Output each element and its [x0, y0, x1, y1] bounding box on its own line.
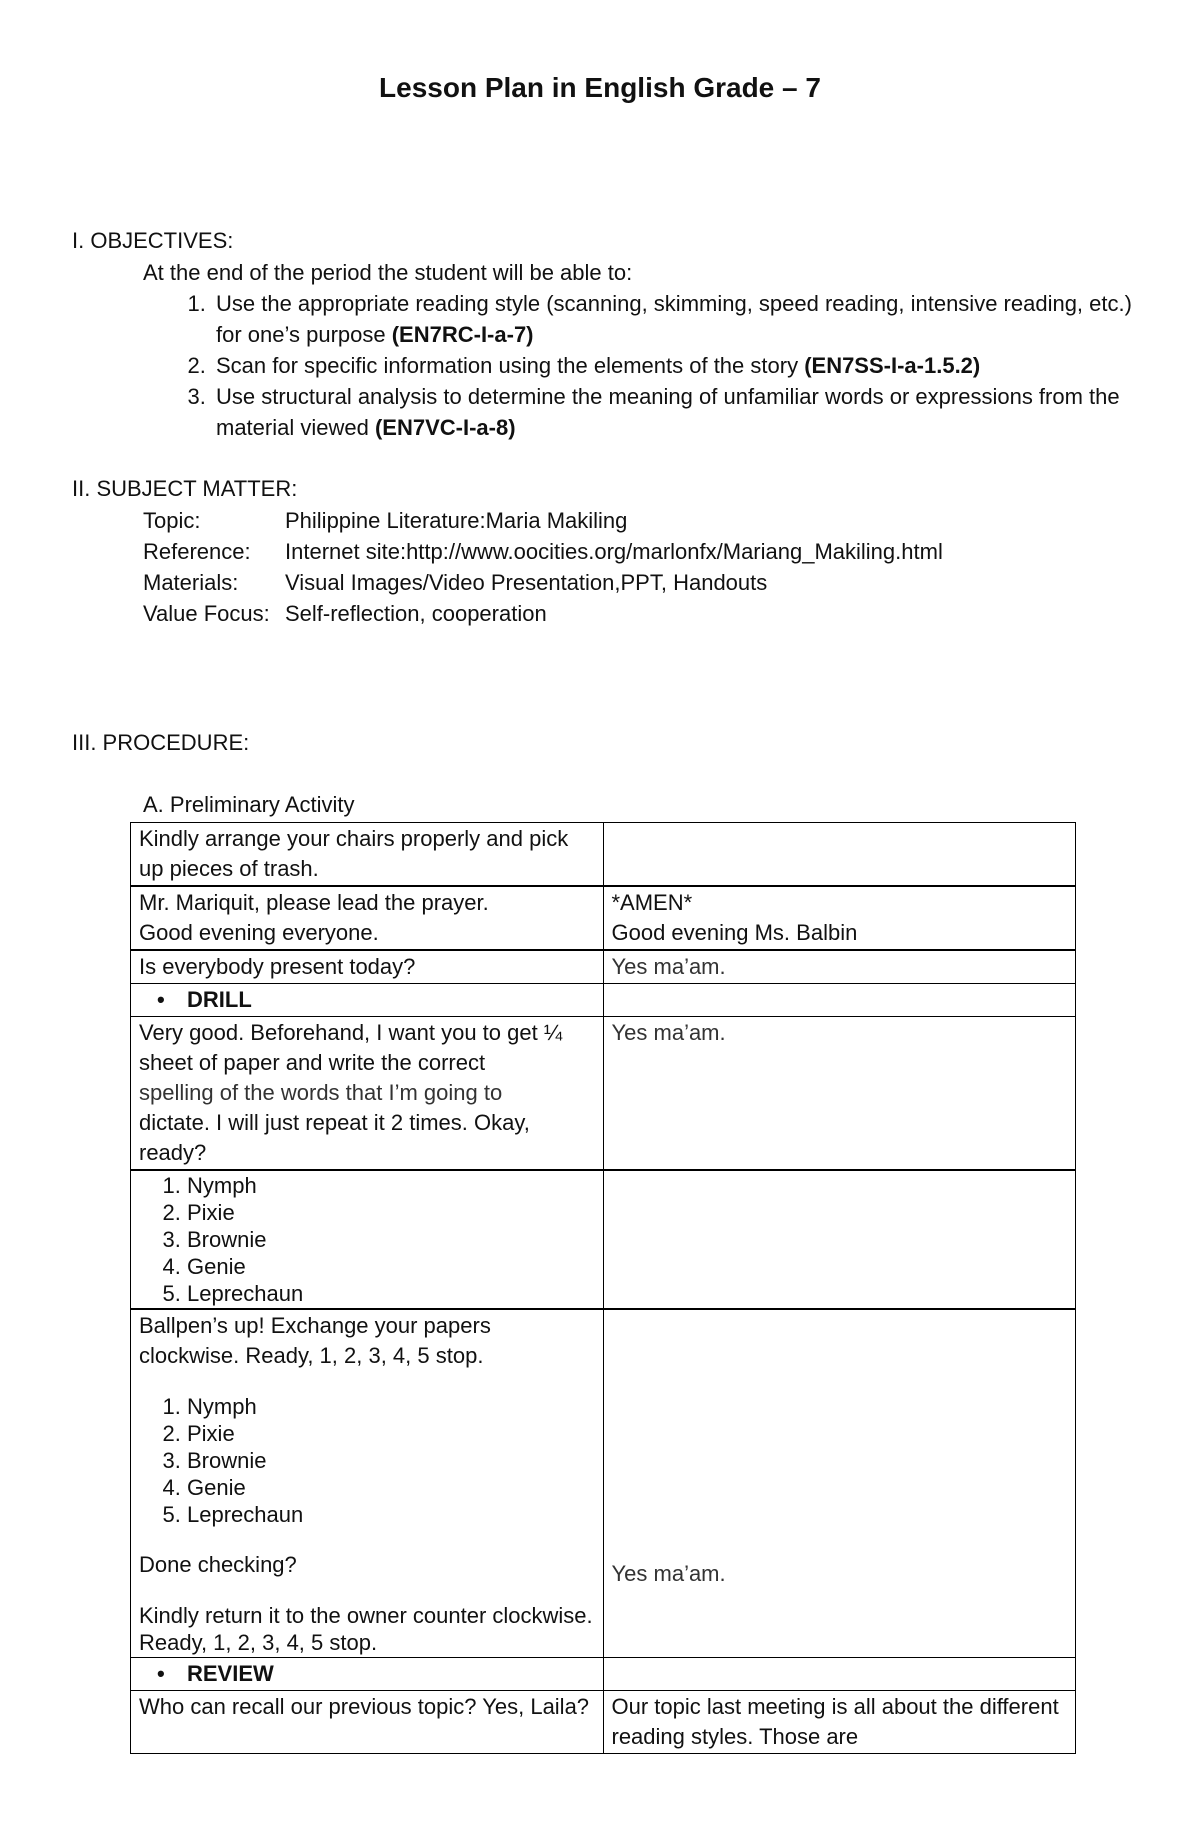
- list-item: 4. Genie: [187, 1474, 595, 1501]
- student-cell: Yes ma’am.: [603, 1017, 1076, 1171]
- table-row: [131, 984, 1076, 1017]
- table-row: [131, 950, 1076, 984]
- teacher-cell: Kindly arrange your chairs properly and pick up pieces of trash.: [131, 823, 604, 887]
- word-list-cell: [131, 1170, 604, 1309]
- list-item: 2. Pixie: [187, 1420, 595, 1447]
- student-cell: *AMEN* Good evening Ms. Balbin: [603, 886, 1076, 950]
- list-item: 1. Nymph: [187, 1172, 595, 1199]
- table-row: [131, 823, 1076, 887]
- review-label: REVIEW: [187, 1661, 274, 1686]
- table-row: [131, 1691, 1076, 1754]
- bullet-icon: •: [157, 987, 165, 1012]
- objective-item: 3. Use structural analysis to determine the meaning of unfamiliar words or expressions from the material viewed (EN7VC-I-a-8): [212, 381, 1142, 443]
- procedure-heading: III. PROCEDURE:: [72, 730, 250, 755]
- subject-row-reference: Reference: Internet site:http://www.oocities.org/marlonfx/Mariang_Makiling.html: [143, 539, 943, 564]
- objectives-intro: At the end of the period the student will be able to:: [143, 260, 633, 285]
- objective-item: 1. Use the appropriate reading style (scanning, skimming, speed reading, intensive reading, etc.) for one’s purpose (EN7RC-I-a-7): [212, 288, 1142, 350]
- word-list: [139, 1172, 595, 1307]
- list-item: 5. Leprechaun: [187, 1501, 595, 1528]
- student-cell: Yes ma’am.: [603, 1309, 1076, 1658]
- list-item: 2. Pixie: [187, 1199, 595, 1226]
- teacher-cell: Is everybody present today?: [131, 950, 604, 984]
- table-row: [131, 1017, 1076, 1171]
- student-cell: [603, 1170, 1076, 1309]
- table-row: [131, 886, 1076, 950]
- subject-row-materials: Materials: Visual Images/Video Presentation,PPT, Handouts: [143, 570, 768, 595]
- drill-label: DRILL: [187, 987, 252, 1012]
- list-item: 5. Leprechaun: [187, 1280, 595, 1307]
- subject-row-value-focus: Value Focus: Self-reflection, cooperation: [143, 601, 547, 626]
- teacher-cell: Who can recall our previous topic? Yes, Laila?: [131, 1691, 604, 1754]
- objectives-list: [177, 288, 1142, 443]
- student-cell: [603, 984, 1076, 1017]
- list-item: 4. Genie: [187, 1253, 595, 1280]
- bullet-icon: •: [157, 1661, 165, 1686]
- drill-cell: [131, 984, 604, 1017]
- word-list: [139, 1393, 595, 1528]
- student-cell: Yes ma’am.: [603, 950, 1076, 984]
- procedure-table: [130, 822, 1076, 1754]
- teacher-cell: Very good. Beforehand, I want you to get ¼ sheet of paper and write the correct spelling of the words that I’m going to dictate. I will just repeat it 2 times. Okay, ready?: [131, 1017, 604, 1171]
- teacher-cell: Ballpen’s up! Exchange your papers clockwise. Ready, 1, 2, 3, 4, 5 stop. 1. Nymph 2. Pixie 3. Brownie 4. Genie 5. Leprechaun Done checking? Kindly return it to the owner counter clockwise. Ready, 1, 2, 3, 4, 5 stop.: [131, 1309, 604, 1658]
- table-row: [131, 1170, 1076, 1309]
- objective-item: 2. Scan for specific information using the elements of the story (EN7SS-I-a-1.5.2): [212, 350, 1142, 381]
- student-cell: [603, 1658, 1076, 1691]
- list-item: 3. Brownie: [187, 1447, 595, 1474]
- student-cell: Our topic last meeting is all about the different reading styles. Those are: [603, 1691, 1076, 1754]
- review-cell: [131, 1658, 604, 1691]
- table-row: [131, 1658, 1076, 1691]
- page-title: Lesson Plan in English Grade – 7: [379, 72, 821, 103]
- student-cell: [603, 823, 1076, 887]
- teacher-cell: Mr. Mariquit, please lead the prayer. Good evening everyone.: [131, 886, 604, 950]
- objectives-heading: I. OBJECTIVES:: [72, 228, 234, 253]
- list-item: 3. Brownie: [187, 1226, 595, 1253]
- subject-row-topic: Topic: Philippine Literature:Maria Makiling: [143, 508, 628, 533]
- table-row: [131, 1309, 1076, 1658]
- subject-matter-heading: II. SUBJECT MATTER:: [72, 476, 298, 501]
- list-item: 1. Nymph: [187, 1393, 595, 1420]
- preliminary-activity-heading: A. Preliminary Activity: [143, 792, 355, 817]
